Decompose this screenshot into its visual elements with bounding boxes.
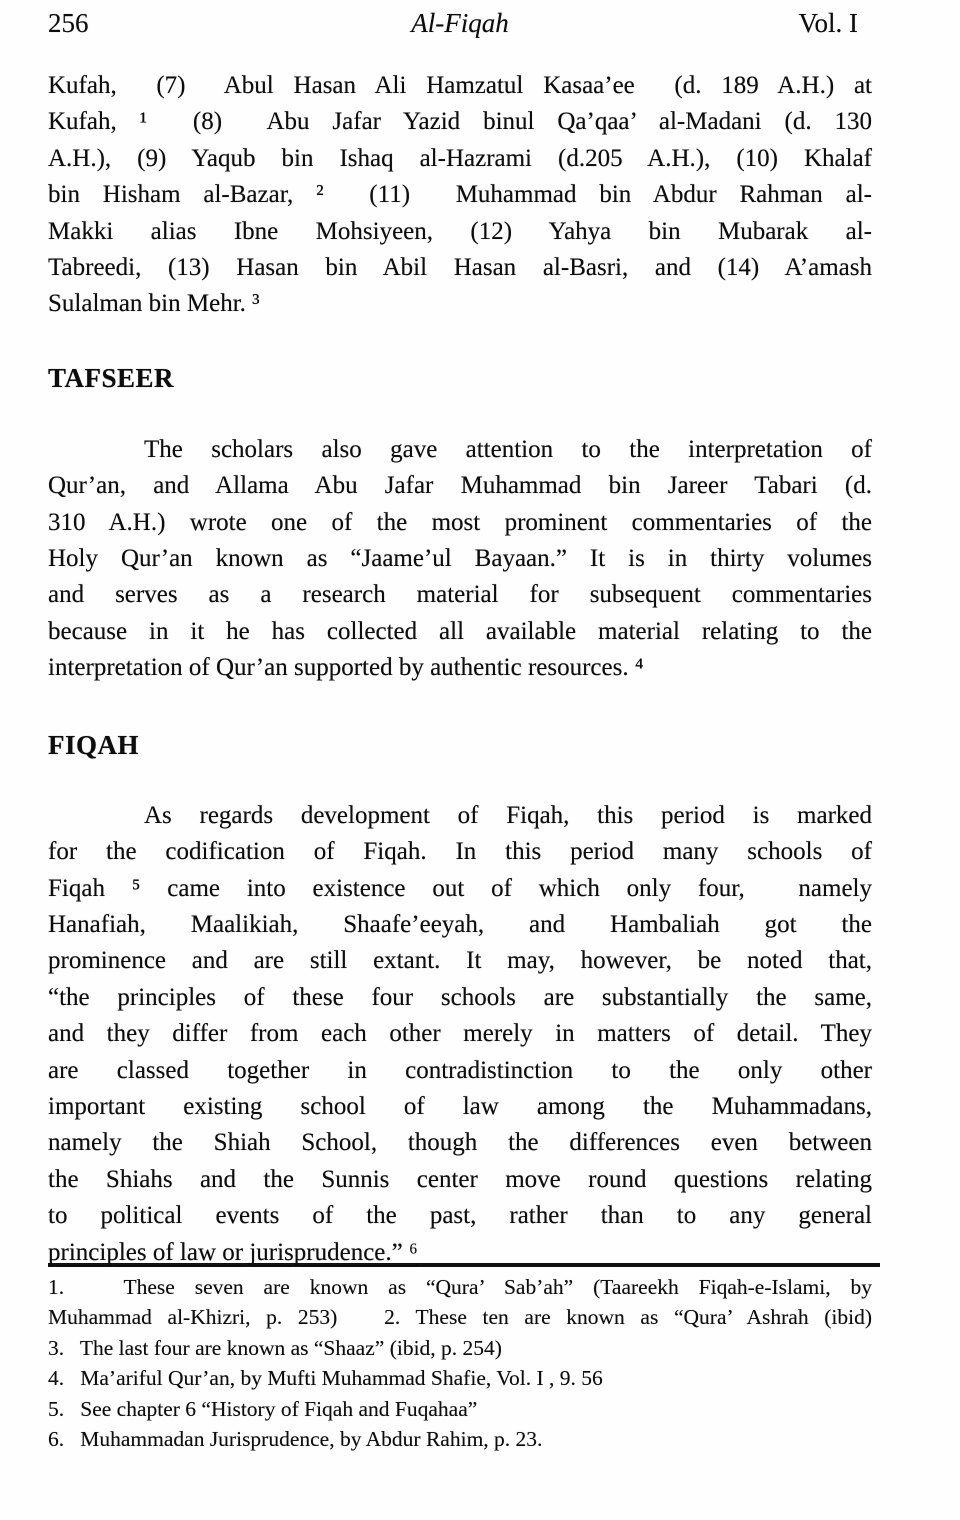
section-heading-fiqah: FIQAH bbox=[48, 729, 140, 760]
text-line: A.H.), (9) Yaqub bin Ishaq al-Hazrami (d.205 A.H.), (10) Khalaf bbox=[48, 144, 872, 172]
volume-label: Vol. I bbox=[798, 8, 858, 38]
footnote-line: 6. Muhammadan Jurisprudence, by Abdur Rahim, p. 23. bbox=[48, 1427, 543, 1451]
text-line: to political events of the past, rather than to any general bbox=[48, 1202, 872, 1230]
text-line: for the codification of Fiqah. In this period many schools of bbox=[48, 838, 872, 866]
text-line: bin Hisham al-Bazar, ² (11) Muhammad bin Abdur Rahman al- bbox=[48, 181, 872, 209]
book-title: Al-Fiqah bbox=[411, 8, 509, 38]
text-line: principles of law or jurisprudence.” ⁶ bbox=[48, 1238, 418, 1266]
text-line: Tabreedi, (13) Hasan bin Abil Hasan al-Basri, and (14) A’amash bbox=[48, 254, 872, 282]
text-line: The scholars also gave attention to the interpretation of bbox=[144, 435, 872, 463]
text-line: “the principles of these four schools are substantially the same, bbox=[48, 983, 872, 1011]
text-line: 310 A.H.) wrote one of the most prominent commentaries of the bbox=[48, 508, 872, 536]
text-line: namely the Shiah School, though the differences even between bbox=[48, 1129, 872, 1157]
text-line: Fiqah ⁵ came into existence out of which only four, namely bbox=[48, 874, 872, 902]
text-line: and serves as a research material for subsequent commentaries bbox=[48, 581, 872, 609]
text-line: interpretation of Qur’an supported by authentic resources. ⁴ bbox=[48, 654, 644, 682]
text-line: the Shiahs and the Sunnis center move round questions relating bbox=[48, 1165, 872, 1193]
text-line: are classed together in contradistinction to the only other bbox=[48, 1056, 872, 1084]
text-line: Kufah, (7) Abul Hasan Ali Hamzatul Kasaa’ee (d. 189 A.H.) at bbox=[48, 72, 872, 99]
text-line: prominence and are still extant. It may, however, be noted that, bbox=[48, 947, 872, 975]
text-line: Hanafiah, Maalikiah, Shaafe’eeyah, and Hambaliah got the bbox=[48, 910, 872, 938]
text-line: important existing school of law among the Muhammadans, bbox=[48, 1092, 872, 1120]
footnote-line: 4. Ma’ariful Qur’an, by Mufti Muhammad Shafie, Vol. I , 9. 56 bbox=[48, 1366, 603, 1391]
section-heading-tafseer: TAFSEER bbox=[48, 362, 175, 393]
paragraph-fiqah bbox=[48, 798, 872, 1271]
paragraph-reciters bbox=[48, 68, 872, 323]
footnote-line: Muhammad al-Khizri, p. 253) 2. These ten are known as “Qura’ Ashrah (ibid) bbox=[48, 1305, 872, 1330]
text-line: Kufah, ¹ (8) Abu Jafar Yazid binul Qa’qaa’ al-Madani (d. 130 bbox=[48, 108, 872, 136]
text-line: Makki alias Ibne Mohsiyeen, (12) Yahya bin Mubarak al- bbox=[48, 217, 872, 245]
text-line: Sulalman bin Mehr. ³ bbox=[48, 290, 260, 318]
text-line: As regards development of Fiqah, this period is marked bbox=[144, 801, 872, 829]
page-number: 256 bbox=[48, 8, 89, 38]
footnote-line: 5. See chapter 6 “History of Fiqah and Fuqahaa” bbox=[48, 1396, 478, 1421]
footnotes bbox=[48, 1272, 872, 1454]
text-line: and they differ from each other merely in matters of detail. They bbox=[48, 1020, 872, 1048]
footnote-line: 3. The last four are known as “Shaaz” (ibid, p. 254) bbox=[48, 1335, 502, 1360]
text-line: because in it he has collected all available material relating to the bbox=[48, 617, 872, 645]
paragraph-tafseer bbox=[48, 432, 872, 687]
page-header bbox=[48, 6, 872, 40]
text-line: Qur’an, and Allama Abu Jafar Muhammad bin Jareer Tabari (d. bbox=[48, 472, 872, 500]
text-line: Holy Qur’an known as “Jaame’ul Bayaan.” It is in thirty volumes bbox=[48, 545, 872, 573]
footnote-line: 1. These seven are known as “Qura’ Sab’ah” (Taareekh Fiqah-e-Islami, by bbox=[48, 1274, 872, 1299]
